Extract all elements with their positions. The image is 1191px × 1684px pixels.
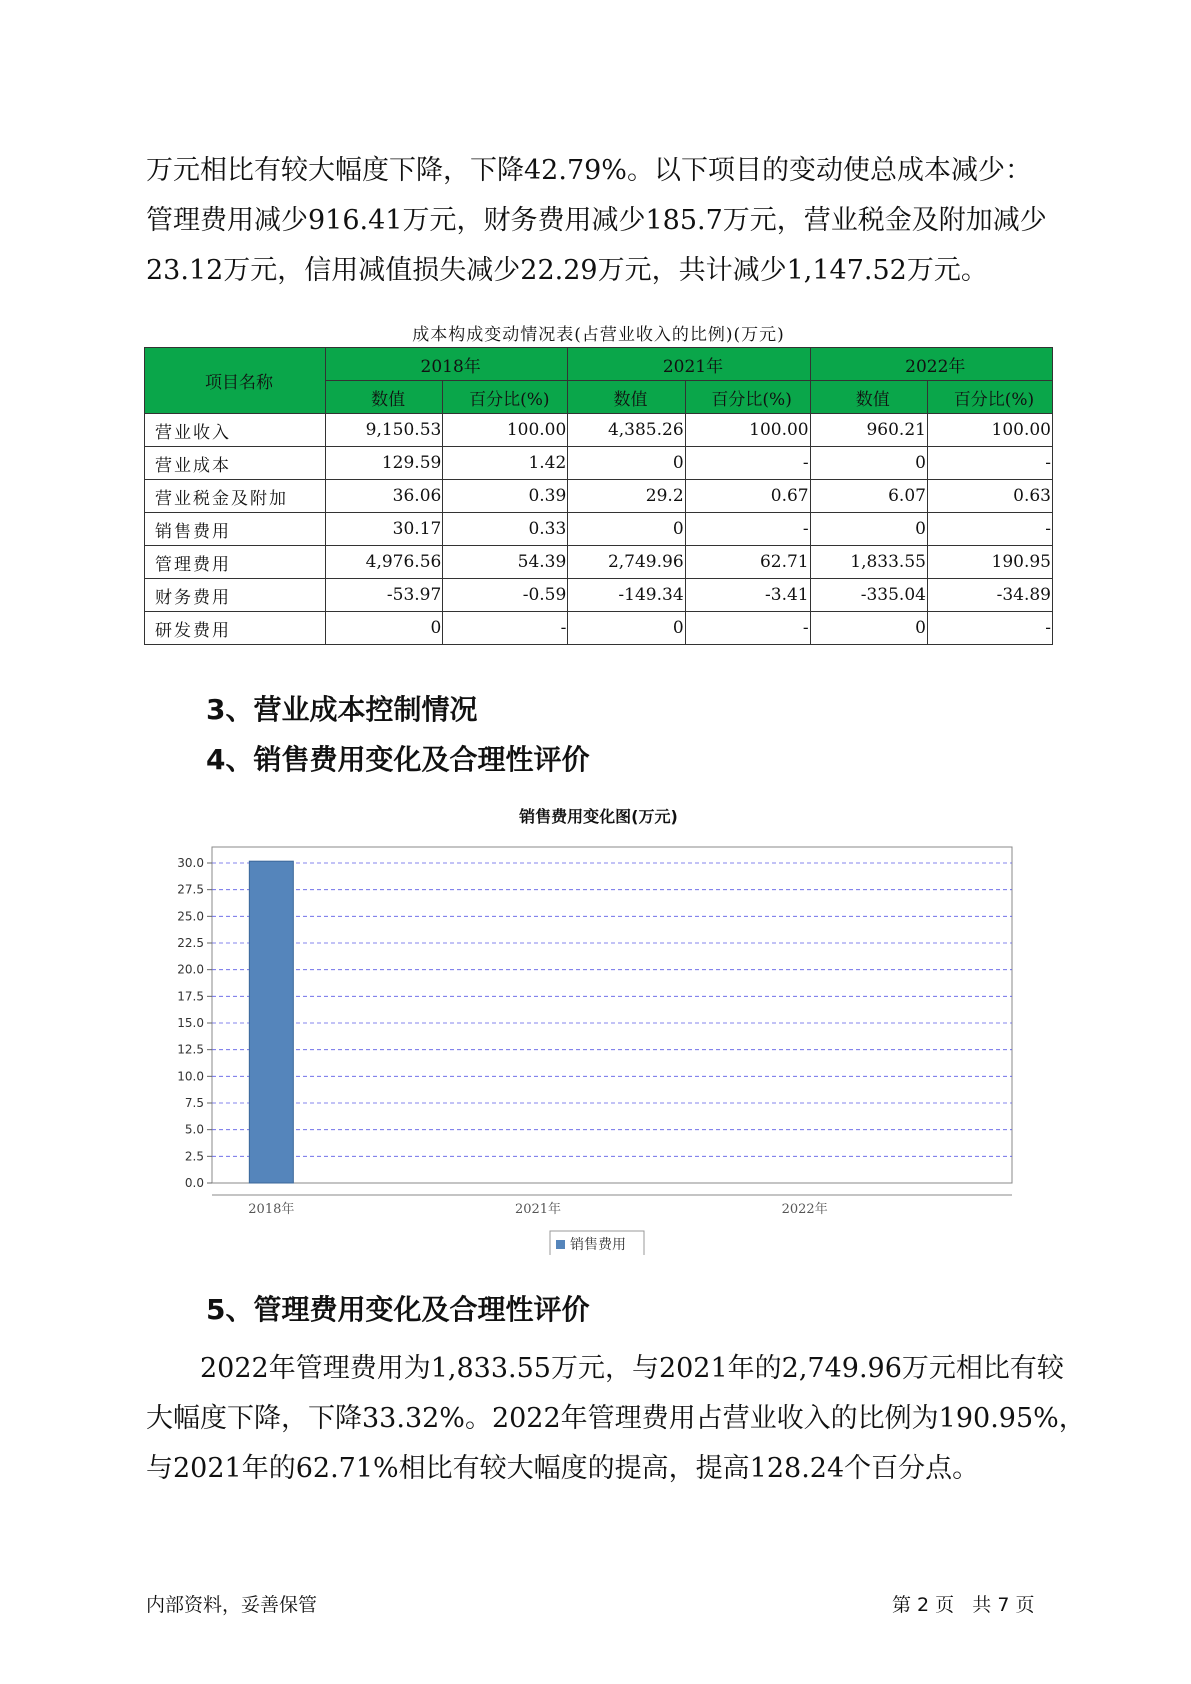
y-tick-label: 15.0 (177, 1016, 204, 1030)
table-cell: 0 (568, 447, 685, 480)
table-cell: 100.00 (685, 414, 810, 447)
row-label: 销售费用 (145, 513, 326, 546)
row-label: 营业收入 (145, 414, 326, 447)
sub-header-value: 数值 (568, 381, 685, 414)
cost-structure-table (144, 347, 1053, 645)
year-header-2018: 2018年 (326, 348, 568, 381)
sub-header-pct: 百分比(%) (927, 381, 1052, 414)
table-cell: 9,150.53 (326, 414, 443, 447)
x-tick-label: 2022年 (781, 1202, 828, 1217)
sub-header-value: 数值 (810, 381, 927, 414)
table-cell: 0 (810, 447, 927, 480)
intro-line-3: 23.12万元，信用减值损失减少22.29万元，共计减少1,147.52万元。 (146, 255, 988, 286)
table-cell: 62.71 (685, 546, 810, 579)
table-cell: 0.67 (685, 480, 810, 513)
footer-confidential: 内部资料，妥善保管 (146, 1594, 318, 1616)
table-row (145, 579, 1053, 612)
para5-line-2: 大幅度下降，下降33.32%。2022年管理费用占营业收入的比例为190.95%， (146, 1403, 1086, 1434)
table-cell: 6.07 (810, 480, 927, 513)
table-row (145, 414, 1053, 447)
y-tick-label: 5.0 (184, 1122, 204, 1137)
table-cell: -0.59 (443, 579, 568, 612)
table-caption: 成本构成变动情况表(占营业收入的比例)(万元) (412, 325, 785, 345)
y-tick-label: 12.5 (177, 1042, 204, 1057)
table-cell: 2,749.96 (568, 546, 685, 579)
table-cell: -149.34 (568, 579, 685, 612)
row-label: 营业成本 (145, 447, 326, 480)
y-tick-label: 25.0 (177, 909, 204, 924)
footer-page-number: 第 2 页 共 7 页 (892, 1594, 1035, 1616)
table-cell: 0 (568, 612, 685, 645)
table-cell: - (927, 447, 1052, 480)
table-cell: 100.00 (927, 414, 1052, 447)
table-cell: - (443, 612, 568, 645)
table-cell: 960.21 (810, 414, 927, 447)
table-cell: 30.17 (326, 513, 443, 546)
table-row (145, 546, 1053, 579)
table-cell: 0 (810, 612, 927, 645)
intro-paragraph (146, 146, 1051, 296)
y-tick-label: 10.0 (177, 1069, 204, 1084)
legend-swatch (556, 1240, 565, 1249)
y-tick-label: 0.0 (184, 1176, 204, 1190)
table-cell: -53.97 (326, 579, 443, 612)
table-cell: 0 (326, 612, 443, 645)
y-tick-label: 30.0 (177, 856, 204, 870)
table-cell: - (685, 513, 810, 546)
row-label: 营业税金及附加 (145, 480, 326, 513)
table-cell: 0 (568, 513, 685, 546)
table-cell: 129.59 (326, 447, 443, 480)
y-tick-label: 20.0 (177, 962, 204, 977)
table-cell: - (927, 612, 1052, 645)
y-tick-label: 2.5 (184, 1149, 204, 1164)
para5-line-1: 2022年管理费用为1,833.55万元，与2021年的2,749.96万元相比有较 (200, 1353, 1064, 1384)
table-cell: 0 (810, 513, 927, 546)
legend-label: 销售费用 (570, 1237, 626, 1253)
sales-expense-bar-chart (150, 835, 1030, 1255)
row-label: 研发费用 (145, 612, 326, 645)
para5-line-3: 与2021年的62.71%相比有较大幅度的提高，提高128.24个百分点。 (146, 1453, 980, 1484)
table-cell: 0.33 (443, 513, 568, 546)
table-row (145, 447, 1053, 480)
y-tick-label: 7.5 (184, 1096, 204, 1110)
sub-header-value: 数值 (326, 381, 443, 414)
y-tick-label: 17.5 (177, 989, 204, 1004)
table-cell: 4,976.56 (326, 546, 443, 579)
sub-header-pct: 百分比(%) (685, 381, 810, 414)
table-cell: 100.00 (443, 414, 568, 447)
table-cell: 29.2 (568, 480, 685, 513)
plot-area (212, 847, 1012, 1183)
table-cell: -335.04 (810, 579, 927, 612)
x-tick-label: 2018年 (248, 1202, 295, 1217)
table-row (145, 612, 1053, 645)
item-name-header: 项目名称 (145, 348, 326, 414)
year-header-2022: 2022年 (810, 348, 1052, 381)
table-cell: - (685, 612, 810, 645)
table-cell: 1.42 (443, 447, 568, 480)
sub-header-pct: 百分比(%) (443, 381, 568, 414)
y-tick-label: 22.5 (177, 936, 204, 950)
table-cell: 36.06 (326, 480, 443, 513)
section-heading-4: 4、销售费用变化及合理性评价 (206, 743, 590, 776)
row-label: 管理费用 (145, 546, 326, 579)
table-row (145, 480, 1053, 513)
year-header-2021: 2021年 (568, 348, 810, 381)
table-cell: - (685, 447, 810, 480)
section-heading-3: 3、营业成本控制情况 (206, 693, 478, 726)
bar-2018年 (249, 861, 293, 1183)
table-cell: 1,833.55 (810, 546, 927, 579)
table-cell: -3.41 (685, 579, 810, 612)
table-cell: -34.89 (927, 579, 1052, 612)
section-heading-5: 5、管理费用变化及合理性评价 (206, 1293, 590, 1326)
table-cell: 54.39 (443, 546, 568, 579)
row-label: 财务费用 (145, 579, 326, 612)
table-row (145, 513, 1053, 546)
table-cell: 0.63 (927, 480, 1052, 513)
intro-line-2: 管理费用减少916.41万元，财务费用减少185.7万元，营业税金及附加减少 (146, 205, 1047, 236)
x-tick-label: 2021年 (514, 1202, 562, 1217)
table-cell: - (927, 513, 1052, 546)
table-cell: 4,385.26 (568, 414, 685, 447)
intro-line-1: 万元相比有较大幅度下降，下降42.79%。以下项目的变动使总成本减少： (146, 155, 1032, 186)
table-cell: 0.39 (443, 480, 568, 513)
y-tick-label: 27.5 (177, 882, 204, 897)
table-cell: 190.95 (927, 546, 1052, 579)
management-expense-paragraph (146, 1344, 1086, 1494)
chart-title: 销售费用变化图(万元) (519, 807, 678, 826)
